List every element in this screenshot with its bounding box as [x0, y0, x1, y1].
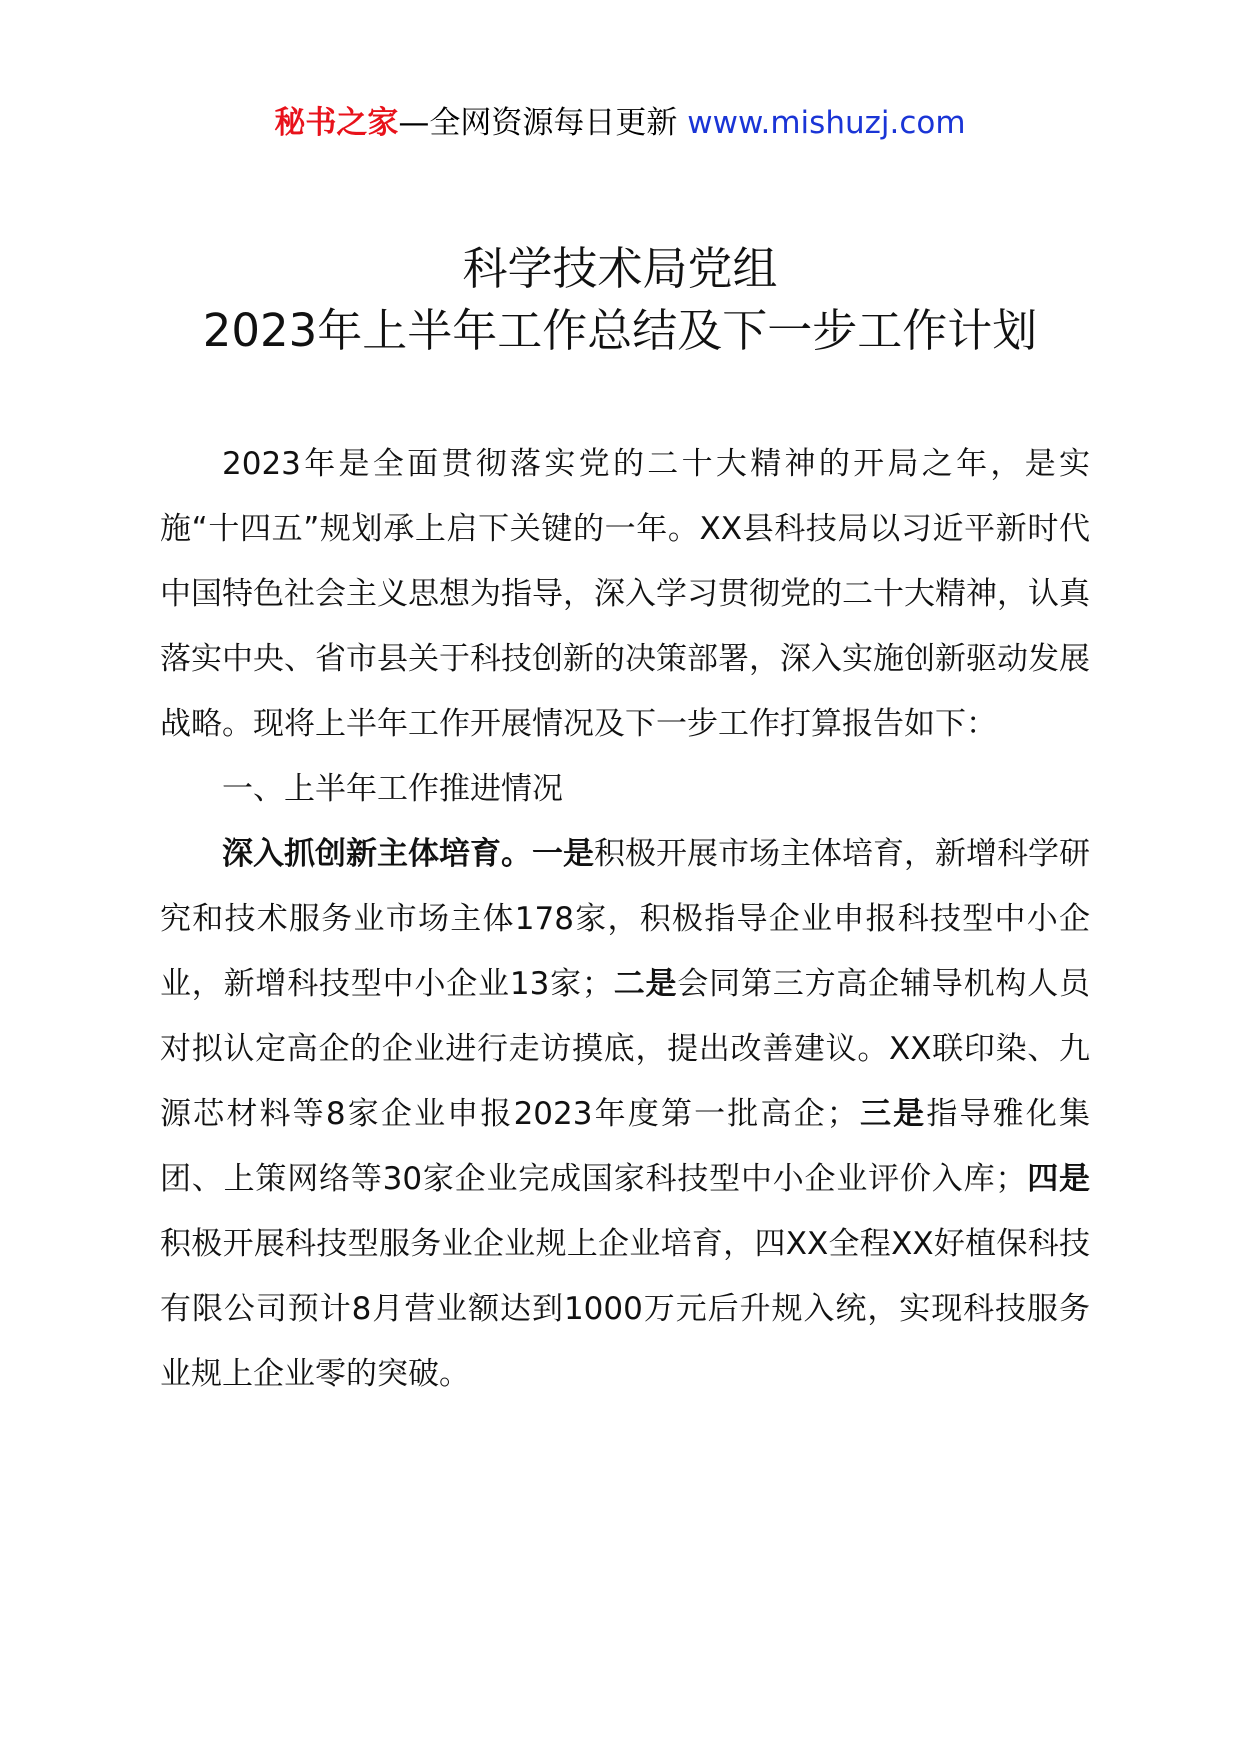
item-text-2: 会同第三方高企辅导机构人员对拟认定高企的企业进行走访摸底，提出改善建议。XX联印染、九源芯材料等8家企业申报2023年度第一批高企；	[160, 966, 1091, 1132]
item-keyword-4: 四是	[1026, 1161, 1091, 1197]
document-body	[160, 432, 1090, 1407]
item-text-1: 积极开展市场主体培育，新增科学研究和技术服务业市场主体178家，积极指导企业申报科技型中小企业，新增科技型中小企业13家；	[160, 836, 1090, 1002]
site-brand: 秘书之家	[274, 105, 399, 141]
site-header	[0, 100, 1240, 146]
site-url-link[interactable]: www.mishuzj.com	[687, 105, 966, 141]
site-slogan: —全网资源每日更新	[398, 105, 678, 141]
paragraph-lead: 深入抓创新主体培育。	[222, 836, 532, 872]
item-keyword-1: 一是	[532, 836, 594, 872]
section-heading: 一、上半年工作推进情况	[222, 771, 563, 807]
document-title	[0, 238, 1240, 362]
item-text-4: 积极开展科技型服务业企业规上企业培育，四XX全程XX好植保科技有限公司预计8月营业额达到1000万元后升规入统，实现科技服务业规上企业零的突破。	[160, 1226, 1090, 1392]
title-line-1: 科学技术局党组	[462, 242, 778, 295]
item-keyword-3: 三是	[857, 1096, 927, 1132]
section-paragraph	[160, 822, 1090, 1407]
item-text-3: 指导雅化集团、上策网络等30家企业完成国家科技型中小企业评价入库；	[160, 1096, 1091, 1197]
title-line-2: 2023年上半年工作总结及下一步工作计划	[202, 304, 1038, 357]
item-keyword-2: 二是	[612, 966, 678, 1002]
intro-paragraph: 2023年是全面贯彻落实党的二十大精神的开局之年，是实施“十四五”规划承上启下关键的一年。XX县科技局以习近平新时代中国特色社会主义思想为指导，深入学习贯彻党的二十大精神，认真落实中央、省市县关于科技创新的决策部署，深入实施创新驱动发展战略。现将上半年工作开展情况及下一步工作打算报告如下：	[160, 446, 1090, 742]
